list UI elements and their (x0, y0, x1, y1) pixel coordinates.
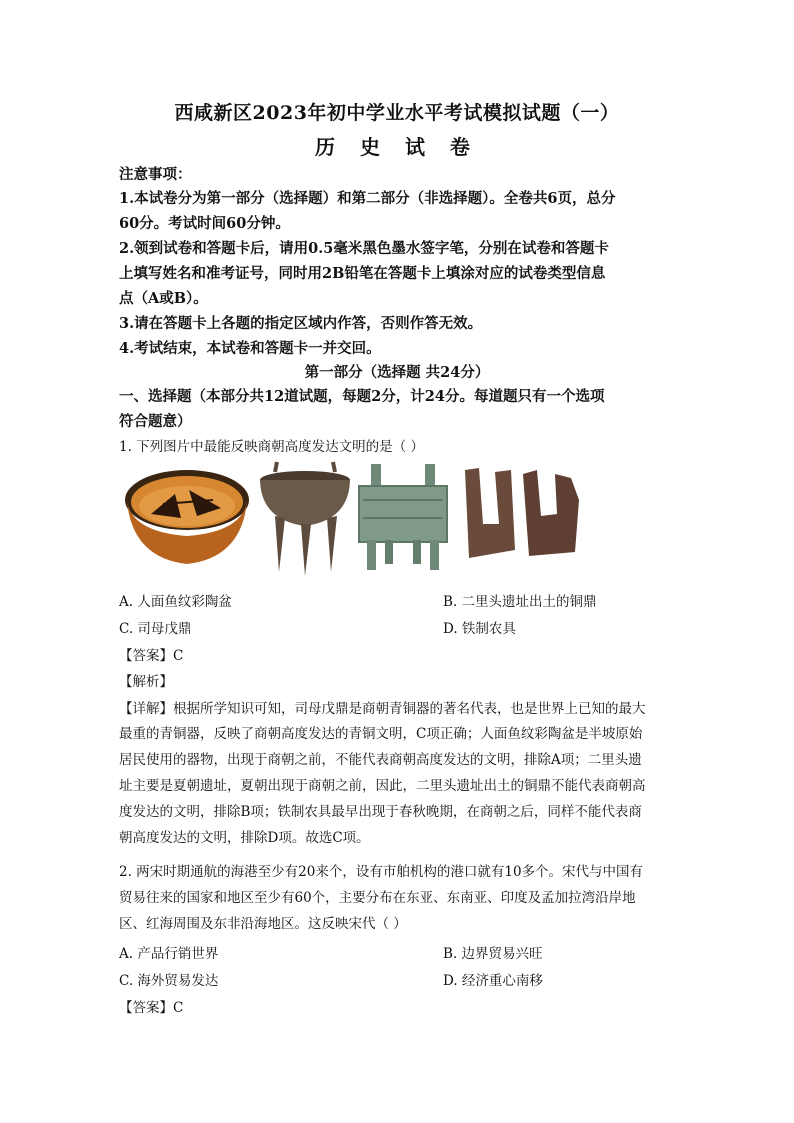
q2-stem-line-1: 2. 两宋时期通航的海港至少有20来个，设有市舶机构的港口就有10多个。宋代与中国有 (119, 864, 644, 880)
painted-pottery-basin-image (125, 470, 249, 564)
q1-images (123, 460, 593, 578)
q1-option-b: B. 二里头遗址出土的铜鼎 (443, 594, 597, 610)
note-line-4: 上填写姓名和准考证号，同时用2B铅笔在答题卡上填涂对应的试卷类型信息 (119, 265, 606, 282)
q2-answer: 【答案】C (119, 1000, 184, 1016)
q1-detail-line-6: 朝高度发达的文明，排除D项。故选C项。 (119, 830, 370, 846)
q1-detail-line-5: 度发达的文明，排除B项；铁制农具最早出现于春秋晚期，在商朝之后，同样不能代表商 (119, 804, 642, 820)
exam-title: 西咸新区2023年初中学业水平考试模拟试题（一） (174, 102, 620, 124)
q1-detail-line-1: 【详解】根据所学知识可知，司母戊鼎是商朝青铜器的著名代表，也是世界上已知的最大 (119, 701, 646, 717)
exam-subject: 历 史 试 卷 (315, 135, 479, 159)
note-line-6: 3.请在答题卡上各题的指定区域内作答，否则作答无效。 (119, 315, 483, 332)
q2-option-a: A. 产品行销世界 (119, 946, 219, 962)
q1-analysis-label: 【解析】 (119, 674, 173, 690)
q1-answer: 【答案】C (119, 648, 184, 664)
q1-detail-label: 【详解】 (119, 701, 173, 717)
q1-detail-line-2: 最重的青铜器，反映了商朝高度发达的青铜文明，C项正确；人面鱼纹彩陶盆是半坡原始 (119, 726, 643, 742)
q2-option-c: C. 海外贸易发达 (119, 973, 219, 989)
note-line-5: 点（A或B）。 (119, 290, 208, 307)
note-line-3: 2.领到试卷和答题卡后，请用0.5毫米黑色墨水签字笔，分别在试卷和答题卡 (119, 240, 609, 257)
part1-heading: 第一部分（选择题 共24分） (304, 364, 490, 381)
note-line-2: 60分。考试时间60分钟。 (119, 215, 290, 232)
q1-option-d: D. 铁制农具 (443, 621, 516, 637)
iron-farm-tools-image (465, 468, 579, 558)
q1-stem: 1. 下列图片中最能反映商朝高度发达文明的是（ ） (119, 439, 424, 455)
erlitou-bronze-ding-image (260, 462, 350, 576)
note-line-7: 4.考试结束，本试卷和答题卡一并交回。 (119, 340, 381, 357)
q2-option-b: B. 边界贸易兴旺 (443, 946, 543, 962)
notes-heading: 注意事项： (119, 166, 192, 183)
q2-stem-line-2: 贸易往来的国家和地区至少有60个，主要分布在东亚、东南亚、印度及孟加拉湾沿岸地 (119, 890, 636, 906)
note-line-1: 1.本试卷分为第一部分（选择题）和第二部分（非选择题）。全卷共6页，总分 (119, 190, 616, 207)
section-heading-line1: 一、选择题（本部分共12道试题，每题2分，计24分。每道题只有一个选项 (119, 388, 605, 405)
q2-option-d: D. 经济重心南移 (443, 973, 543, 989)
q2-stem-line-3: 区、红海周围及东非沿海地区。这反映宋代（ ） (119, 916, 407, 932)
q1-option-c: C. 司母戊鼎 (119, 621, 192, 637)
q1-detail-line-4: 址主要是夏朝遗址，夏朝出现于商朝之前，因此，二里头遗址出土的铜鼎不能代表商朝高 (119, 778, 646, 794)
simuwu-ding-image (359, 464, 447, 570)
q1-detail-line-3: 居民使用的器物，出现于商朝之前，不能代表商朝高度发达的文明，排除A项；二里头遗 (119, 752, 642, 768)
section-heading-line2: 符合题意） (119, 413, 192, 430)
q1-option-a: A. 人面鱼纹彩陶盆 (119, 594, 232, 610)
